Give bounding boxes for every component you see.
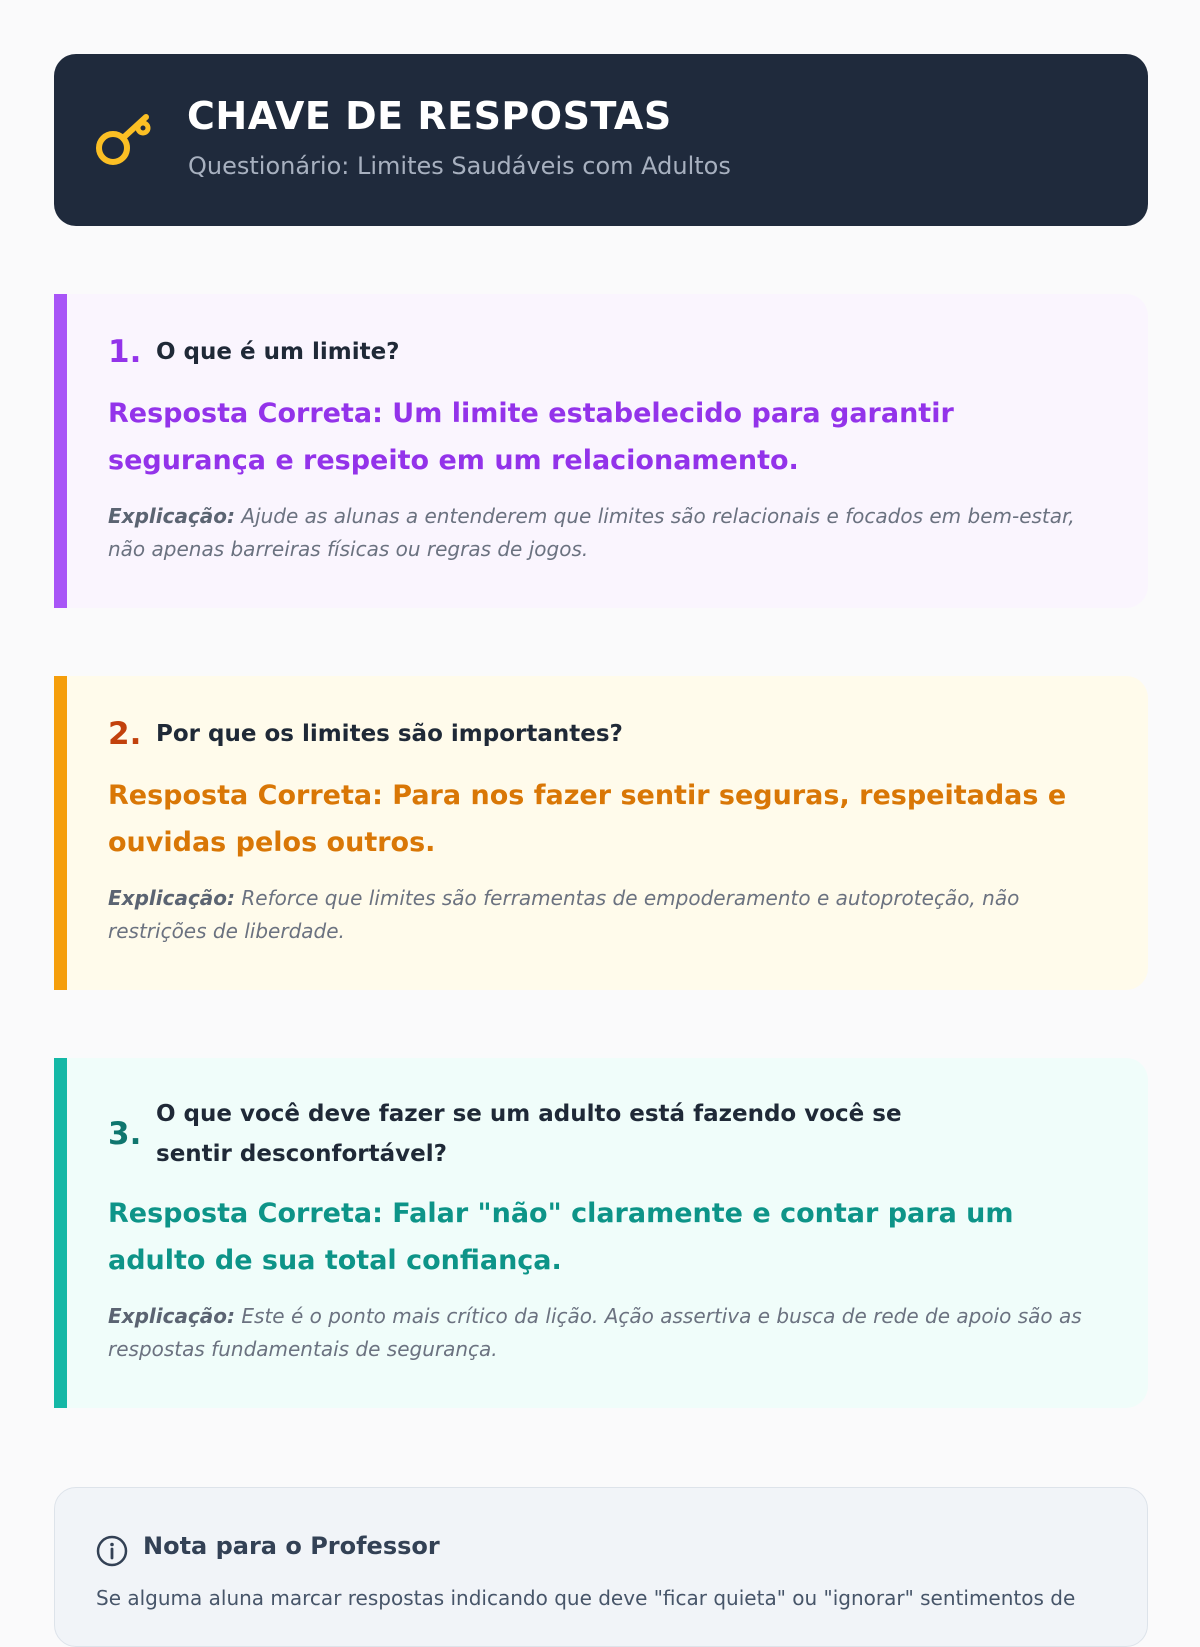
note-title: Nota para o Professor [143, 1532, 440, 1560]
correct-answer: Resposta Correta: Um limite estabelecido para garantir segurança e respeito em um relacionamento. [108, 398, 954, 476]
accent-bar [54, 1058, 67, 1408]
explanation [108, 1300, 1108, 1366]
page-title: CHAVE DE RESPOSTAS [187, 94, 672, 138]
explanation-label: Explicação: [108, 886, 236, 910]
question-text: O que é um limite? [156, 339, 400, 365]
explanation-text: Reforce que limites são ferramentas de empoderamento e autoproteção, não restrições de liberdade. [108, 886, 1020, 943]
teacher-note [54, 1487, 1148, 1647]
page-subtitle: Questionário: Limites Saudáveis com Adultos [188, 152, 731, 180]
question-number: 3. [108, 1116, 142, 1152]
key-icon [94, 108, 158, 172]
explanation [108, 500, 1108, 566]
question-text: Por que os limites são importantes? [156, 721, 623, 747]
question-text: O que você deve fazer se um adulto está fazendo você se sentir desconfortável? [156, 1101, 902, 1167]
note-body: Se alguma aluna marcar respostas indicando que deve "ficar quieta" ou "ignorar" sentimentos de [96, 1586, 1076, 1610]
question-card-2 [54, 676, 1148, 990]
question-card-1 [54, 294, 1148, 608]
question-row [108, 1094, 1108, 1174]
question-card-3 [54, 1058, 1148, 1408]
question-row [108, 714, 1108, 754]
answer-key-header [54, 54, 1148, 226]
correct-answer: Resposta Correta: Falar "não" claramente e contar para um adulto de sua total confiança. [108, 1198, 1014, 1276]
explanation-text: Este é o ponto mais crítico da lição. Ação assertiva e busca de rede de apoio são as respostas fundamentais de segurança. [108, 1304, 1082, 1361]
explanation-text: Ajude as alunas a entenderem que limites são relacionais e focados em bem-estar, não apenas barreiras físicas ou regras de jogos. [108, 504, 1075, 561]
accent-bar [54, 294, 67, 608]
accent-bar [54, 676, 67, 990]
correct-answer: Resposta Correta: Para nos fazer sentir seguras, respeitadas e ouvidas pelos outros. [108, 780, 1067, 858]
explanation [108, 882, 1108, 948]
question-row [108, 332, 1108, 372]
explanation-label: Explicação: [108, 504, 236, 528]
question-number: 2. [108, 716, 142, 752]
info-icon [95, 1534, 129, 1572]
question-number: 1. [108, 334, 142, 370]
explanation-label: Explicação: [108, 1304, 236, 1328]
